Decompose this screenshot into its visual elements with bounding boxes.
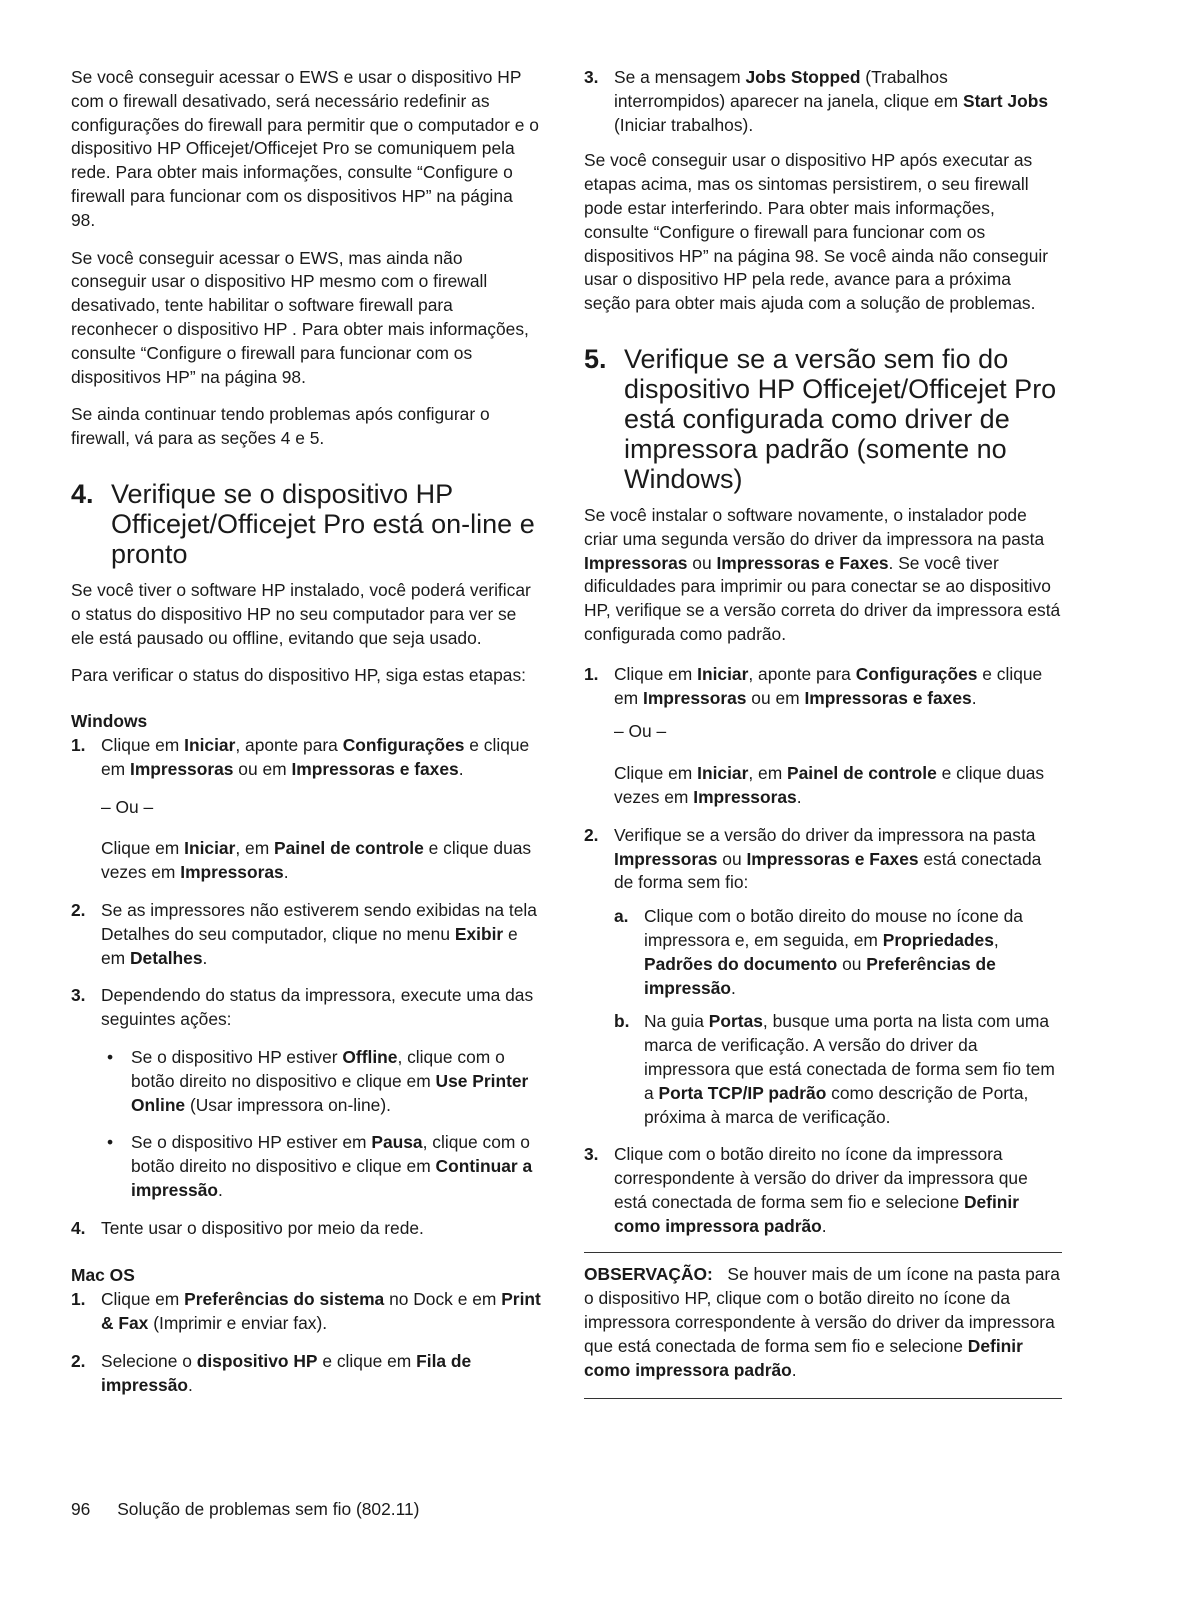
text: . [218, 1179, 223, 1200]
text: , clique com o botão direito no dispositivo e clique em [131, 1132, 530, 1177]
section-number: 4. [71, 478, 94, 509]
text: Impressoras e Faxes [716, 552, 889, 573]
text: Na guia [644, 1011, 709, 1032]
item-number: 1. [584, 663, 599, 684]
text: Se você instalar o software novamente, o instalador pode criar uma segunda versão do driver da impressora na pasta [584, 504, 1045, 549]
left-column [71, 66, 541, 1411]
text: . [283, 862, 289, 883]
text: Start Jobs [962, 90, 1049, 111]
alt-step [101, 837, 541, 885]
text: (Iniciar trabalhos). [614, 114, 754, 135]
list-item [71, 1217, 541, 1241]
text: Propriedades [882, 929, 994, 950]
macos-subheading: Mac OS [71, 1265, 135, 1286]
text: e clique em [317, 1350, 417, 1371]
divider [584, 1252, 1062, 1253]
text: . [821, 1215, 827, 1236]
section-number: 5. [584, 343, 607, 374]
text: Dependendo do status da impressora, execute uma das seguintes ações: [101, 985, 534, 1030]
windows-subheading: Windows [71, 711, 148, 732]
list-item [584, 1143, 1062, 1238]
bullet-icon: • [107, 1132, 114, 1153]
text: . Se você tiver dificuldades para imprimir ou para conectar se ao dispositivo HP, verifique se a versão correta do driver da impressora está configurada como padrão. [584, 552, 1061, 644]
list-item [584, 66, 1062, 137]
text: Impressoras [693, 786, 797, 807]
text: e em [101, 923, 518, 968]
text: Iniciar [697, 763, 749, 784]
text: e clique duas vezes em [101, 838, 532, 883]
section-title: Verifique se o dispositivo HP Officejet/Officejet Pro está on-line e pronto [111, 478, 535, 569]
text: Preferências do sistema [184, 1289, 385, 1310]
text: Impressoras e faxes [804, 687, 972, 708]
paragraph: Para verificar o status do dispositivo HP, siga estas etapas: [71, 665, 526, 686]
text: Impressoras [614, 848, 718, 869]
text: Impressoras [643, 687, 747, 708]
text: . [971, 687, 977, 708]
text: Painel de controle [787, 763, 937, 784]
item-number: 1. [71, 1289, 86, 1310]
text: Clique em [614, 663, 698, 684]
text: Porta TCP/IP padrão [658, 1082, 827, 1103]
text: Clique com o botão direito no ícone da impressora correspondente à versão do driver da impressora que está conectada de forma sem fio e selecione [614, 1144, 1028, 1212]
text: , aponte para [748, 663, 856, 684]
item-number: 3. [71, 985, 86, 1006]
item-number: 2. [71, 899, 86, 920]
text: Exibir [454, 923, 504, 944]
text: Clique com o botão direito do mouse no ícone da impressora e, em seguida, em [644, 906, 1023, 950]
page-number: 96 [71, 1499, 91, 1519]
list-item [584, 824, 1062, 1130]
text: . [791, 1359, 797, 1380]
text: , busque uma porta na lista com uma marca de verificação. A versão do driver da impressora que está conectada de forma sem fio tem a [644, 1011, 1055, 1103]
text: Verifique se a versão do driver da impressora na pasta [614, 824, 1036, 845]
item-number: 2. [584, 824, 599, 845]
lettered-item [614, 905, 1062, 1000]
text: Clique em [614, 763, 698, 784]
text: , [993, 929, 999, 950]
text: Iniciar [697, 663, 749, 684]
text: Se o dispositivo HP estiver em [131, 1132, 372, 1153]
text: Painel de controle [274, 838, 424, 859]
text: Impressoras e faxes [291, 758, 459, 779]
text: Selecione o [101, 1350, 197, 1371]
text: Impressoras [584, 552, 688, 573]
text: Configurações [855, 663, 978, 684]
text: Se a mensagem [614, 67, 746, 87]
text: , em [235, 838, 275, 859]
section-title: Verifique se a versão sem fio do dispositivo HP Officejet/Officejet Pro está configurada como driver de impressora padrão (somente no Windows) [624, 343, 1057, 494]
item-number: 2. [71, 1350, 86, 1371]
text: Padrões do documento [644, 953, 838, 974]
text: Offline [342, 1046, 398, 1067]
item-letter: a. [614, 906, 629, 927]
or-separator: – Ou – [101, 796, 154, 817]
bullet-item [101, 1046, 541, 1117]
text: Use Printer Online [131, 1070, 529, 1115]
text: Impressoras [180, 862, 284, 883]
text: e clique em [101, 734, 530, 779]
paragraph: Se você tiver o software HP instalado, você poderá verificar o status do dispositivo HP no seu computador para ver se ele está pausado ou offline, evitando que seja usado. [71, 579, 531, 648]
text: Impressoras [130, 758, 234, 779]
text: . [188, 1374, 193, 1395]
section-5-heading [584, 344, 1062, 494]
text: e clique duas vezes em [614, 763, 1045, 807]
text: Iniciar [184, 734, 236, 755]
list-item [71, 984, 541, 1202]
text: dispositivo HP [196, 1350, 318, 1371]
text: ou em [746, 687, 805, 708]
paragraph: Se ainda continuar tendo problemas após configurar o firewall, vá para as seções 4 e 5. [71, 404, 490, 449]
footer-title: Solução de problemas sem fio (802.11) [117, 1499, 420, 1519]
note [584, 1263, 1065, 1382]
text: Preferências de impressão [644, 953, 996, 998]
text: , em [748, 763, 788, 784]
text: (Imprimir e enviar fax). [148, 1313, 328, 1334]
item-letter: b. [614, 1011, 630, 1032]
text: . [796, 786, 802, 807]
text: e clique em [614, 663, 1043, 708]
paragraph: Se você conseguir acessar o EWS e usar o dispositivo HP com o firewall desativado, será necessário redefinir as configurações do firewall para permitir que o computador e o dispositivo HP Officejet/Officejet Pro se comuniquem pela rede. Para obter mais informações, consulte “Configure o firewall para funcionar com os dispositivos HP” na página 98. [71, 67, 539, 230]
divider [584, 1398, 1062, 1399]
note-label: OBSERVAÇÃO: [584, 1264, 713, 1285]
lettered-item [614, 1010, 1062, 1129]
alt-step [614, 762, 1062, 810]
text: no Dock e em [384, 1289, 502, 1310]
text: ou em [233, 758, 292, 779]
item-number: 3. [584, 1144, 599, 1165]
section-4-heading [71, 479, 541, 569]
list-item [71, 1350, 541, 1398]
paragraph: Se você conseguir usar o dispositivo HP após executar as etapas acima, mas os sintomas persistirem, o seu firewall pode estar interferindo. Para obter mais informações, consulte “Configure o firewall para funcionar com os dispositivos HP” na página 98. Se você ainda não conseguir usar o dispositivo HP pela rede, avance para a próxima seção para obter mais ajuda com a solução de problemas. [584, 150, 1049, 314]
list-item [71, 1288, 541, 1336]
text: Fila de impressão [101, 1350, 472, 1395]
text: Se as impressores não estiverem sendo exibidas na tela Detalhes do seu computador, clique no menu [101, 899, 537, 944]
item-number: 4. [71, 1217, 86, 1238]
text: Configurações [342, 734, 465, 755]
text: Continuar a impressão [131, 1156, 533, 1200]
or-separator: – Ou – [614, 721, 667, 742]
bullet-item [101, 1131, 541, 1202]
text: Impressoras e Faxes [746, 848, 919, 869]
list-item [71, 734, 541, 885]
text: está conectada de forma sem fio: [614, 848, 1042, 893]
text: Se houver mais de um ícone na pasta para o dispositivo HP, clique com o botão direito no ícone da impressora correspondente à versão do driver da impressora que está conectada de forma sem fio e selecione [584, 1264, 1065, 1356]
text: Clique em [101, 1289, 185, 1310]
text: . [202, 947, 208, 968]
list-item [584, 663, 1062, 810]
list-item [71, 899, 541, 970]
text: como descrição de Porta, próxima à marca de verificação. [644, 1082, 1029, 1127]
text: Iniciar [184, 838, 236, 859]
text: Tente usar o dispositivo por meio da rede. [101, 1217, 424, 1238]
text: , aponte para [235, 734, 343, 755]
text: Portas [708, 1011, 763, 1032]
text: Pausa [371, 1132, 423, 1153]
text: Se o dispositivo HP estiver [131, 1046, 343, 1067]
item-number: 1. [71, 734, 86, 755]
item-number: 3. [584, 67, 599, 87]
text: ou [837, 953, 867, 974]
page-footer [71, 1498, 419, 1521]
text: . [458, 758, 464, 779]
text: Clique em [101, 838, 185, 859]
text: Print & Fax [101, 1289, 541, 1334]
text: . [731, 977, 736, 998]
text: (Usar impressora on-line). [185, 1094, 391, 1115]
text: ou [687, 552, 717, 573]
paragraph [584, 504, 1062, 647]
bullet-icon: • [107, 1046, 114, 1067]
text: Jobs Stopped [745, 67, 861, 87]
text: ou [717, 848, 747, 869]
text: Definir como impressora padrão [584, 1335, 1023, 1380]
text: Clique em [101, 734, 185, 755]
right-column [584, 66, 1065, 1409]
text: , clique com o botão direito no dispositivo e clique em [131, 1046, 505, 1091]
text: (Trabalhos interrompidos) aparecer na janela, clique em [614, 67, 963, 111]
text: Detalhes [130, 947, 203, 968]
paragraph: Se você conseguir acessar o EWS, mas ainda não conseguir usar o dispositivo HP mesmo com o firewall desativado, tente habilitar o software firewall para reconhecer o dispositivo HP . Para obter mais informações, consulte “Configure o firewall para funcionar com os dispositivos HP” na página 98. [71, 247, 529, 387]
text: Definir como impressora padrão [614, 1191, 1020, 1236]
